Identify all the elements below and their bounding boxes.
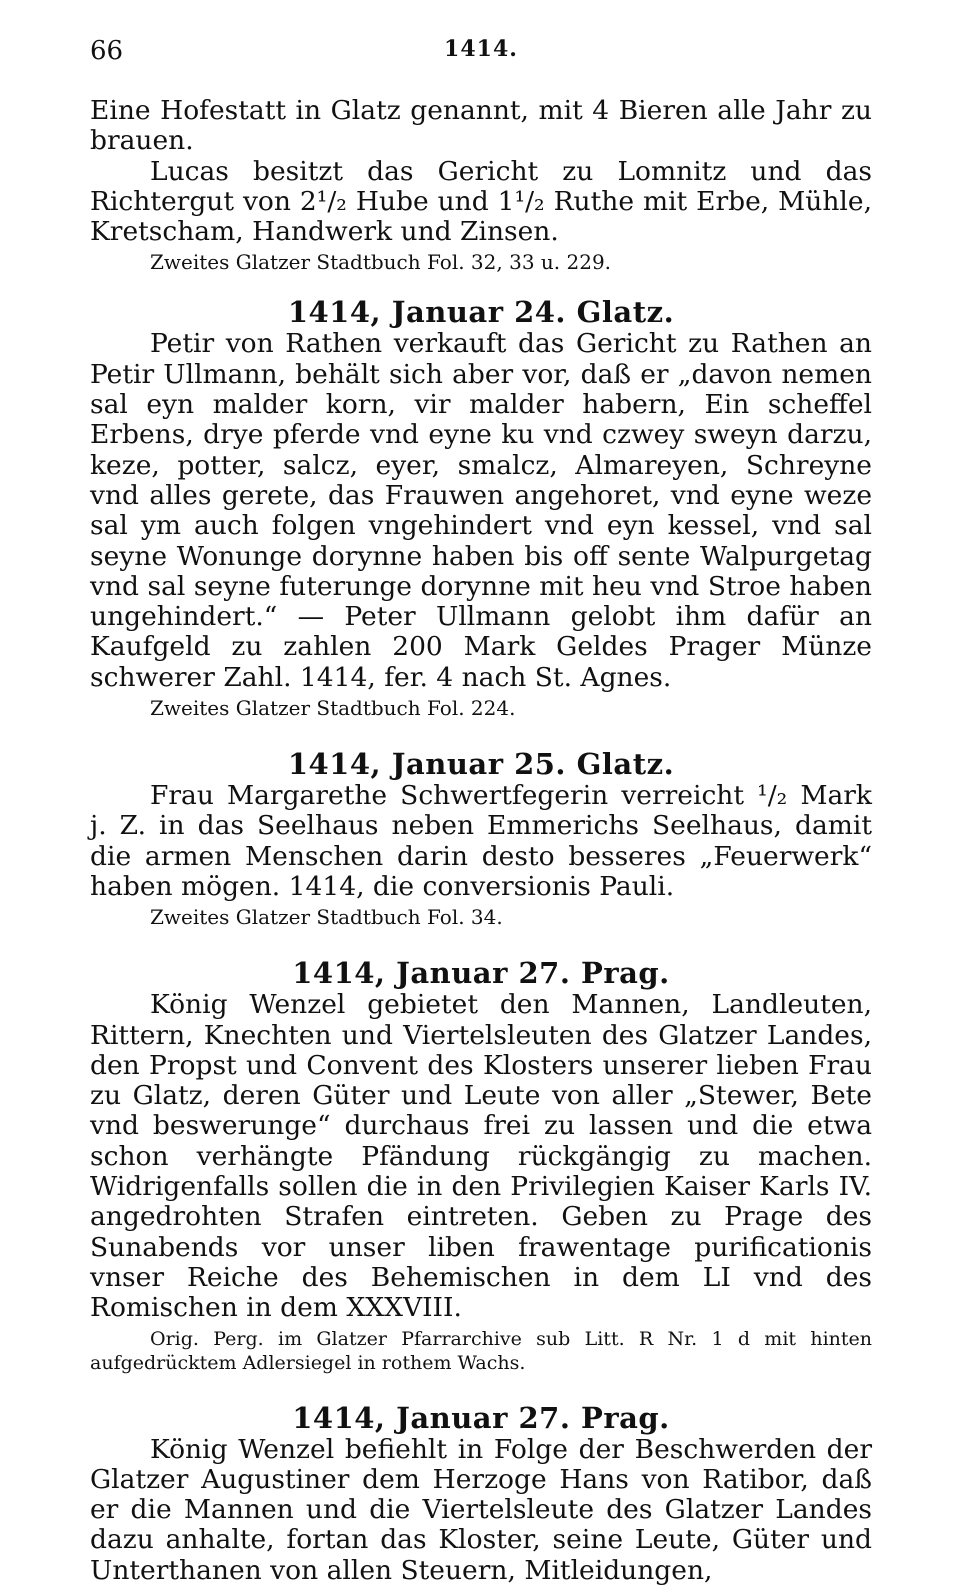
page-body	[90, 62, 872, 1592]
running-title: 1414.	[444, 36, 518, 62]
entry	[90, 727, 872, 936]
entry-heading: 1414, Januar 27. Prag.	[292, 956, 670, 991]
entry	[90, 275, 872, 727]
source-citation: Zweites Glatzer Stadtbuch Fol. 224.	[150, 696, 516, 721]
entry	[90, 1381, 872, 1592]
page-number: 66	[90, 36, 124, 66]
entry-heading: 1414, Januar 27. Prag.	[292, 1400, 670, 1435]
paragraph: Lucas besitzt das Gericht zu Lomnitz und das Richtergut von 2¹/₂ Hube und 1¹/₂ Ruthe mit Erbe, Mühle, Kretscham, Handwerk und Zinsen.	[90, 155, 872, 248]
source-citation: Zweites Glatzer Stadtbuch Fol. 32, 33 u. 229.	[150, 250, 612, 275]
page-header	[90, 0, 872, 66]
paragraph: König Wenzel gebietet den Mannen, Landleuten, Rittern, Knechten und Viertelsleuten des Glatzer Landes, den Propst und Convent des Klosters unserer lieben Frau zu Glatz, deren Güter und Leute von aller „Stewer, Bete vnd beswerunge“ durchaus frei zu lassen und die etwa schon verhängte Pfändung rückgängig zu machen. Widrigenfalls sollen die in den Privilegien Kaiser Karls IV. angedrohten Strafen eintreten. Geben zu Prage des Sunabends vor unser liben frawentage purificationis vnser Reiche des Behemischen in dem LI vnd des Romischen in dem XXXVIII.	[90, 989, 872, 1324]
entry-continuation	[90, 62, 872, 275]
paragraph: Frau Margarethe Schwertfegerin verreicht ¹/₂ Mark j. Z. in das Seelhaus neben Emmerichs Seelhaus, damit die armen Menschen darin desto besseres „Feuerwerk“ haben mögen. 1414, die conversionis Pauli.	[90, 780, 872, 902]
paragraph: Petir von Rathen verkauft das Gericht zu Rathen an Petir Ullmann, behält sich aber vor, daß er „davon nemen sal eyn malder korn, vir malder habern, Ein scheffel Erbens, drye pferde vnd eyne ku vnd czwey sweyn darzu, keze, potter, salcz, eyer, smalcz, Almareyen, Schreyne vnd alles gerete, das Frauwen angehoret, vnd eyne weze sal ym auch folgen vngehindert vnd eyn kessel, vnd sal seyne Wonunge dorynne haben bis off sente Walpurgetag vnd sal seyne futerunge dorynne mit heu vnd Stroe haben ungehindert.“ — Peter Ullmann gelobt ihm dafür an Kaufgeld zu zahlen 200 Mark Geldes Prager Münze schwerer Zahl. 1414, fer. 4 nach St. Agnes.	[90, 328, 872, 693]
paragraph: König Wenzel befiehlt in Folge der Beschwerden der Glatzer Augustiner dem Herzoge Hans von Ratibor, daß er die Mannen und die Viertelsleute des Glatzer Landes dazu anhalte, fortan das Kloster, seine Leute, Güter und Unterthanen von allen Steuern, Mitleidungen,	[90, 1433, 872, 1586]
entry-heading: 1414, Januar 24. Glatz.	[287, 295, 675, 330]
entry	[90, 936, 872, 1380]
source-citation: Orig. Perg. im Glatzer Pfarrarchive sub Litt. R Nr. 1 d mit hinten aufgedrücktem Adlersiegel in rothem Wachs.	[90, 1327, 872, 1374]
entry-heading: 1414, Januar 25. Glatz.	[287, 747, 675, 782]
source-citation: Zweites Glatzer Stadtbuch Fol. 34.	[150, 905, 503, 930]
paragraph: Eine Hofestatt in Glatz genannt, mit 4 Bieren alle Jahr zu brauen.	[90, 95, 872, 157]
